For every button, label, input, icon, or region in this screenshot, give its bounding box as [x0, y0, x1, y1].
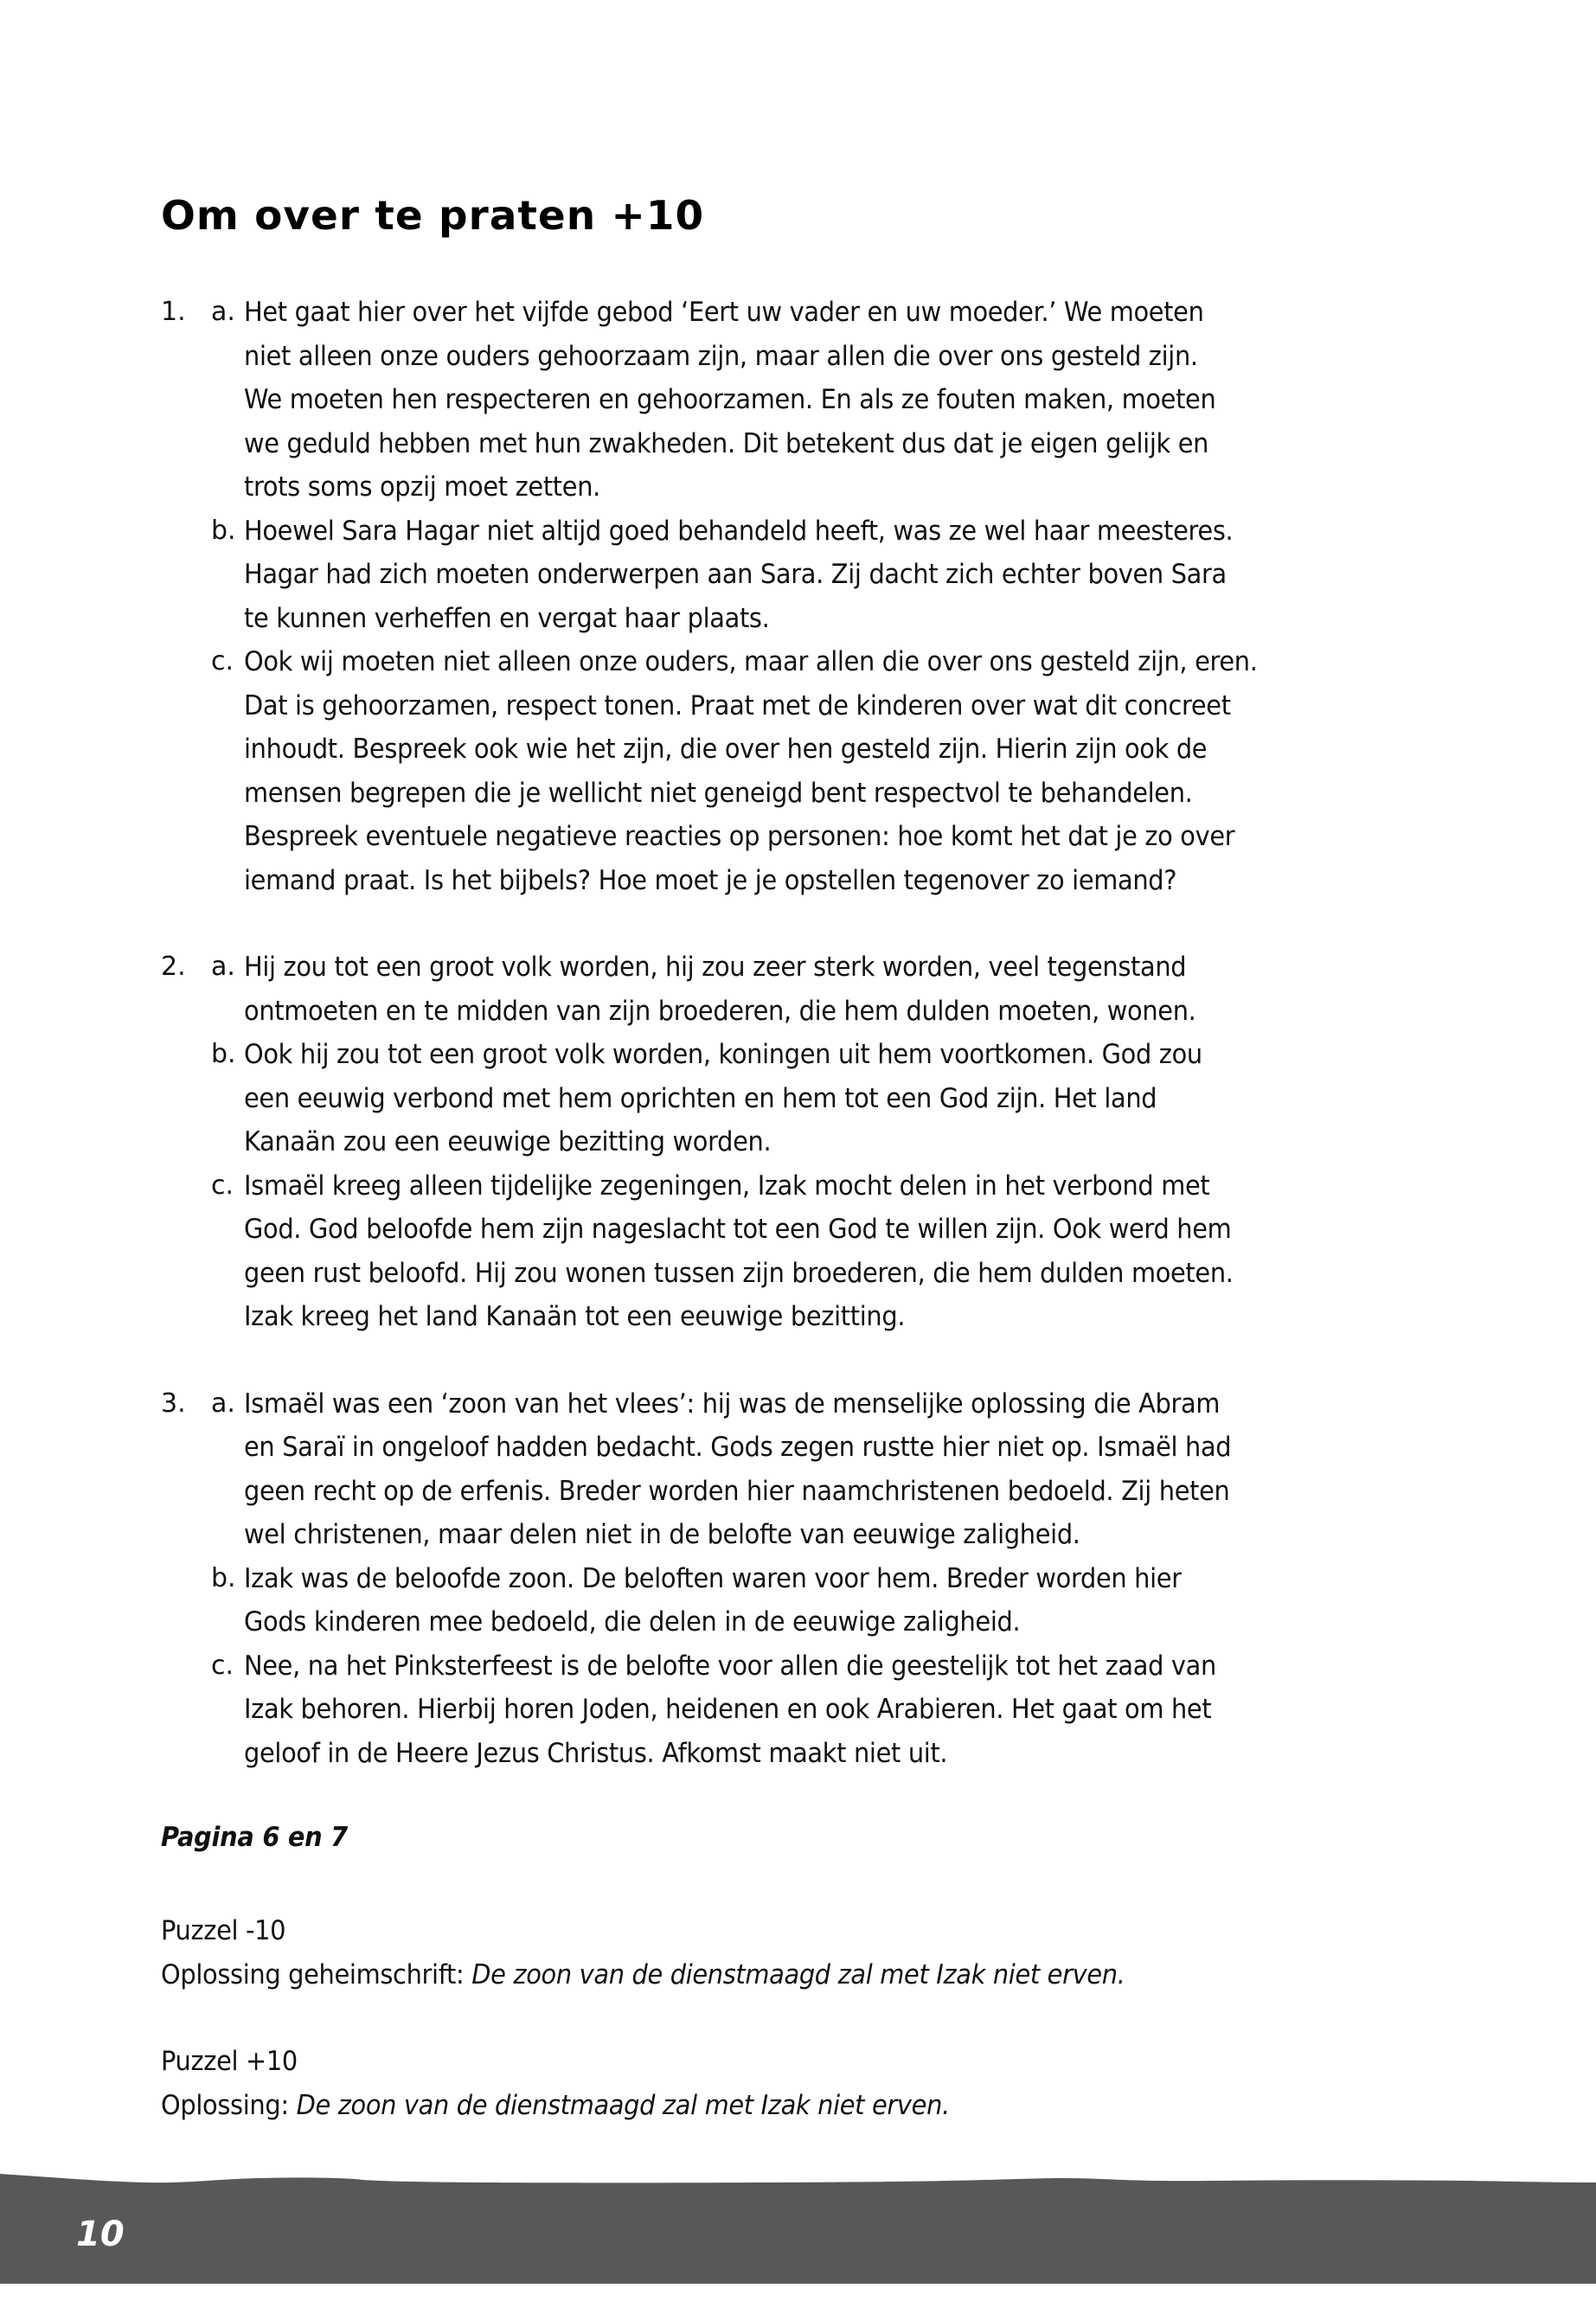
answer-line: Dat is gehoorzamen, respect tonen. Praat met de kinderen over wat dit concreet [244, 689, 1231, 721]
answer-line: Ismaël kreeg alleen tijdelijke zegeningen, Izak mocht delen in het verbond met [244, 1170, 1210, 1202]
answer-line: trots soms opzij moet zetten. [244, 471, 600, 503]
solution-label: Oplossing: [161, 2089, 297, 2121]
part-label: a. [211, 297, 235, 327]
answer-line: niet alleen onze ouders gehoorzaam zijn, maar allen die over ons gesteld zijn. [244, 340, 1198, 372]
question-2 [161, 945, 1476, 1339]
question-number: 1. [161, 297, 186, 327]
answer-line: Het gaat hier over het vijfde gebod ‘Eert uw vader en uw moeder.’ We moeten [244, 297, 1204, 328]
answer-part-1b [161, 510, 1476, 641]
answer-line: Hagar had zich moeten onderwerpen aan Sara. Zij dacht zich echter boven Sara [244, 559, 1227, 590]
answer-line: inhoudt. Bespreek ook wie het zijn, die over hen gesteld zijn. Hierin zijn ook de [244, 734, 1208, 765]
answer-line: iemand praat. Is het bijbels? Hoe moet je je opstellen tegenover zo iemand? [244, 864, 1177, 896]
part-label: b. [211, 1562, 236, 1593]
answer-line: te kunnen verheffen en vergat haar plaats. [244, 602, 770, 634]
answer-line: geen recht op de erfenis. Breder worden hier naamchristenen bedoeld. Zij heten [244, 1475, 1230, 1507]
answer-part-3b [161, 1557, 1476, 1644]
answer-line: We moeten hen respecteren en gehoorzamen. En als ze fouten maken, moeten [244, 384, 1216, 415]
answer-line: Hoewel Sara Hagar niet altijd goed behandeld heeft, was ze wel haar meesteres. [244, 515, 1234, 547]
footer-bar [0, 2167, 1596, 2284]
puzzle-plus-10 [161, 2040, 1476, 2127]
answer-line: Ismaël was een ‘zoon van het vlees’: hij was de menselijke oplossing die Abram [244, 1388, 1221, 1420]
question-1 [161, 291, 1476, 902]
part-label: b. [211, 1039, 236, 1069]
answer-part-2b [161, 1033, 1476, 1164]
answer-line: geloof in de Heere Jezus Christus. Afkomst maakt niet uit. [244, 1737, 948, 1769]
part-label: c. [211, 1650, 234, 1681]
answer-line: een eeuwig verbond met hem oprichten en hem tot een God zijn. Het land [244, 1082, 1157, 1114]
answer-line: Ook hij zou tot een groot volk worden, koningen uit hem voortkomen. God zou [244, 1039, 1202, 1070]
part-label: a. [211, 1388, 235, 1419]
part-label: b. [211, 515, 236, 546]
page-number: 10 [76, 2214, 125, 2254]
answer-line: Kanaän zou een eeuwige bezitting worden. [244, 1126, 772, 1157]
answer-line: geen rust beloofd. Hij zou wonen tussen zijn broederen, die hem dulden moeten. [244, 1257, 1234, 1289]
solution-answer: De zoon van de dienstmaagd zal met Izak niet erven. [471, 1958, 1125, 1990]
answer-line: Izak behoren. Hierbij horen Joden, heidenen en ook Arabieren. Het gaat om het [244, 1694, 1212, 1725]
answer-line: we geduld hebben met hun zwakheden. Dit betekent dus dat je eigen gelijk en [244, 427, 1209, 459]
answer-line: Hij zou tot een groot volk worden, hij zou zeer sterk worden, veel tegenstand [244, 952, 1187, 983]
questions-list [161, 291, 1476, 1818]
footer-wave-shape [0, 2167, 1596, 2284]
page-reference-section [161, 1822, 1476, 1853]
puzzle-title: Puzzel +10 [161, 2046, 298, 2077]
part-label: c. [211, 1170, 234, 1201]
puzzle-solution [161, 1953, 1384, 1997]
question-3 [161, 1382, 1476, 1776]
question-number: 2. [161, 952, 186, 982]
answer-part-2c [161, 1164, 1476, 1339]
answer-line: Ook wij moeten niet alleen onze ouders, maar allen die over ons gesteld zijn, eren. [244, 646, 1258, 677]
answer-line: mensen begrepen die je wellicht niet geneigd bent respectvol te behandelen. [244, 777, 1193, 809]
question-number: 3. [161, 1388, 186, 1419]
answer-line: Nee, na het Pinksterfeest is de belofte voor allen die geestelijk tot het zaad van [244, 1650, 1216, 1682]
puzzle-minus-10 [161, 1909, 1476, 1997]
answer-line: Izak was de beloofde zoon. De beloften waren voor hem. Breder worden hier [244, 1562, 1182, 1594]
solution-answer: De zoon van de dienstmaagd zal met Izak niet erven. [296, 2089, 950, 2121]
solution-label: Oplossing geheimschrift: [161, 1958, 472, 1990]
answer-part-3c [161, 1644, 1476, 1776]
answer-line: ontmoeten en te midden van zijn broederen, die hem dulden moeten, wonen. [244, 995, 1196, 1027]
answer-line: Gods kinderen mee bedoeld, die delen in de eeuwige zaligheid. [244, 1606, 1021, 1638]
section-heading: Pagina 6 en 7 [161, 1822, 348, 1853]
page-title: Om over te praten +10 [161, 192, 705, 239]
part-label: c. [211, 646, 234, 676]
answer-part-1a [161, 291, 1476, 510]
answer-part-2a [161, 945, 1476, 1033]
answer-part-3a [161, 1382, 1476, 1557]
answer-line: God. God beloofde hem zijn nageslacht tot een God te willen zijn. Ook werd hem [244, 1214, 1232, 1245]
answer-line: Bespreek eventuele negatieve reacties op personen: hoe komt het dat je zo over [244, 821, 1235, 852]
puzzle-title: Puzzel -10 [161, 1915, 286, 1946]
part-label: a. [211, 952, 235, 982]
answer-line: Izak kreeg het land Kanaän tot een eeuwige bezitting. [244, 1301, 906, 1332]
answer-line: en Saraï in ongeloof hadden bedacht. Gods zegen rustte hier niet op. Ismaël had [244, 1432, 1232, 1463]
puzzle-solution [161, 2084, 1384, 2128]
answer-line: wel christenen, maar delen niet in de belofte van eeuwige zaligheid. [244, 1519, 1080, 1550]
answer-part-1c [161, 640, 1476, 902]
